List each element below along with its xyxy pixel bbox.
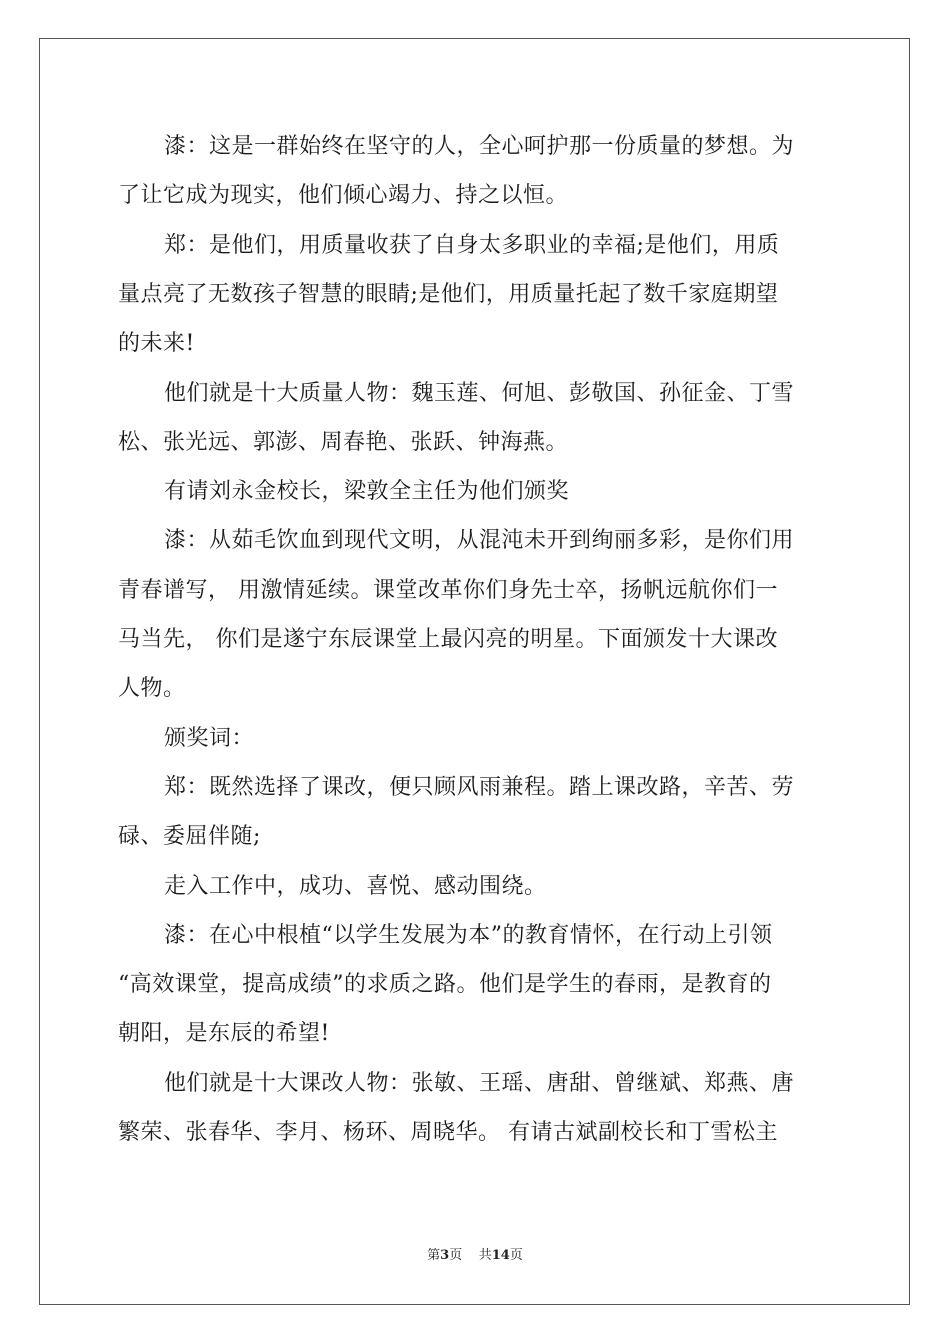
text-line: 漆：从茹毛饮血到现代文明，从混沌未开到绚丽多彩，是你们用 <box>164 528 795 553</box>
text-line: 漆：在心中根植“以学生发展为本”的教育情怀，在行动上引领 <box>164 923 773 948</box>
page-number: 3 <box>440 1248 450 1263</box>
text-line: 马当先， 你们是遂宁东辰课堂上最闪亮的明星。下面颁发十大课改 <box>118 627 778 652</box>
text-line: 了让它成为现实，他们倾心竭力、持之以恒。 <box>118 183 569 208</box>
page-label-prefix: 第 <box>427 1248 441 1263</box>
text-line: 漆：这是一群始终在坚守的人，全心呵护那一份质量的梦想。为 <box>164 134 795 159</box>
text-line: 人物。 <box>118 676 186 701</box>
page-footer <box>0 1246 950 1266</box>
text-line: 走入工作中，成功、喜悦、感动围绕。 <box>164 874 547 899</box>
page-label-suffix: 页 <box>449 1248 463 1263</box>
total-pages: 14 <box>491 1248 510 1263</box>
text-line: 他们就是十大课改人物：张敏、王瑶、唐甜、曾继斌、郑燕、唐 <box>164 1071 795 1096</box>
text-line: 松、张光远、郭澎、周春艳、张跃、钟海燕。 <box>118 430 569 455</box>
text-line: 有请刘永金校长，梁敦全主任为他们颁奖 <box>164 479 570 504</box>
text-line: 碌、委屈伴随; <box>118 824 261 849</box>
text-line: 颁奖词： <box>164 726 255 751</box>
text-line: 朝阳，是东辰的希望! <box>118 1021 330 1046</box>
text-line: 郑：既然选择了课改，便只顾风雨兼程。踏上课改路，辛苦、劳 <box>164 775 795 800</box>
text-line: 的未来! <box>118 331 195 356</box>
text-line: “高效课堂，提高成绩”的求质之路。他们是学生的春雨，是教育的 <box>118 972 772 997</box>
text-line: 青春谱写， 用激情延续。课堂改革你们身先士卒，扬帆远航你们一 <box>118 578 778 603</box>
total-label-suffix: 页 <box>509 1248 523 1263</box>
text-line: 郑：是他们，用质量收获了自身太多职业的幸福;是他们，用质 <box>164 233 780 258</box>
text-line: 他们就是十大质量人物：魏玉莲、何旭、彭敬国、孙征金、丁雪 <box>164 381 795 406</box>
total-label-prefix: 共 <box>478 1248 492 1263</box>
text-line: 繁荣、张春华、李月、杨环、周晓华。 有请古斌副校长和丁雪松主 <box>118 1120 778 1145</box>
text-line: 量点亮了无数孩子智慧的眼睛;是他们，用质量托起了数千家庭期望 <box>118 282 779 307</box>
